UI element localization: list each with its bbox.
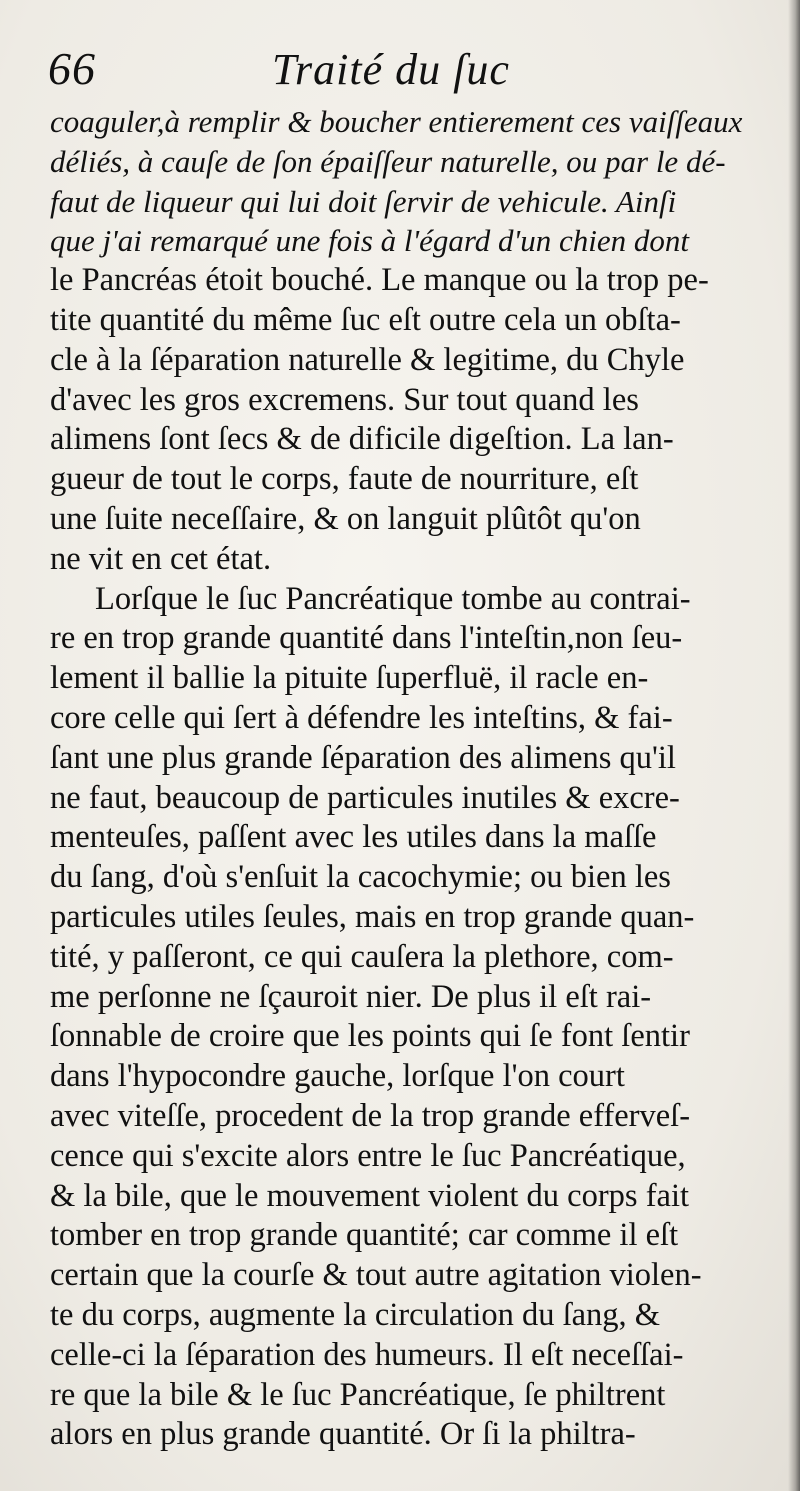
text-line: re que la bile & le ſuc Pancréatique, ſe philtrent	[50, 1376, 666, 1413]
text-line: que j'ai remarqué une fois à l'égard d'un chien dont	[50, 223, 689, 259]
running-head: Traité du ſuc	[272, 45, 510, 94]
text-line: tomber en trop grande quantité; car comme il eſt	[50, 1217, 679, 1254]
text-line: le Pancréas étoit bouché. Le manque ou la trop pe-	[50, 262, 709, 299]
text-line: re en trop grande quantité dans l'inteſtin,non ſeu-	[50, 620, 683, 657]
text-line: core celle qui ſert à défendre les inteſtins, & fai-	[50, 699, 673, 736]
text-line: & la bile, que le mouvement violent du corps fait	[50, 1177, 690, 1214]
page-edge-shadow	[788, 0, 800, 1491]
text-line: cence qui s'excite alors entre le ſuc Pancréatique,	[50, 1137, 686, 1174]
text-line: ne vit en cet état.	[50, 540, 272, 577]
body-text	[50, 102, 766, 1455]
paragraph-start-line: Lorſque le ſuc Pancréatique tombe au contrai-	[95, 580, 691, 617]
text-line: coaguler,à remplir & boucher entierement ces vaiſſeaux	[50, 104, 743, 139]
text-line: du ſang, d'où s'enſuit la cacochymie; ou bien les	[50, 859, 671, 896]
text-line: d'avec les gros excremens. Sur tout quand les	[50, 381, 639, 418]
text-line: particules utiles ſeules, mais en trop grande quan-	[50, 898, 695, 935]
page-header	[48, 40, 748, 100]
text-line: dans l'hypocondre gauche, lorſque l'on court	[50, 1058, 625, 1095]
text-line: ſonnable de croire que les points qui ſe font ſentir	[50, 1018, 690, 1055]
text-line: avec viteſſe, procedent de la trop grande efferveſ-	[50, 1097, 691, 1134]
page-number: 66	[48, 43, 96, 94]
text-line: faut de liqueur qui lui doit ſervir de vehicule. Ainſi	[50, 183, 677, 219]
text-line: tite quantité du même ſuc eſt outre cela un obſta-	[50, 301, 681, 338]
text-line: me perſonne ne ſçauroit nier. De plus il eſt rai-	[50, 978, 652, 1015]
text-line: ne faut, beaucoup de particules inutiles & excre-	[50, 779, 680, 816]
text-line: alimens ſont ſecs & de dificile digeſtion. La lan-	[50, 421, 674, 458]
text-line: certain que la courſe & tout autre agitation violen-	[50, 1257, 702, 1294]
text-line: une ſuite neceſſaire, & on languit plûtôt qu'on	[50, 500, 641, 537]
text-line: menteuſes, paſſent avec les utiles dans la maſſe	[50, 819, 657, 856]
text-line: lement il ballie la pituite ſuperfluë, il racle en-	[50, 660, 649, 697]
text-line: alors en plus grande quantité. Or ſi la philtra-	[50, 1416, 636, 1453]
text-line: déliés, à cauſe de ſon épaiſſeur naturelle, ou par le dé-	[50, 143, 726, 179]
text-line: gueur de tout le corps, faute de nourriture, eſt	[50, 461, 639, 498]
text-line: te du corps, augmente la circulation du ſang, &	[50, 1296, 661, 1333]
text-line: celle-ci la ſéparation des humeurs. Il eſt neceſſai-	[50, 1336, 684, 1373]
text-line: tité, y paſſeront, ce qui cauſera la plethore, com-	[50, 938, 674, 975]
text-line: cle à la ſéparation naturelle & legitime, du Chyle	[50, 341, 685, 378]
text-line: ſant une plus grande ſéparation des alimens qu'il	[50, 739, 676, 776]
